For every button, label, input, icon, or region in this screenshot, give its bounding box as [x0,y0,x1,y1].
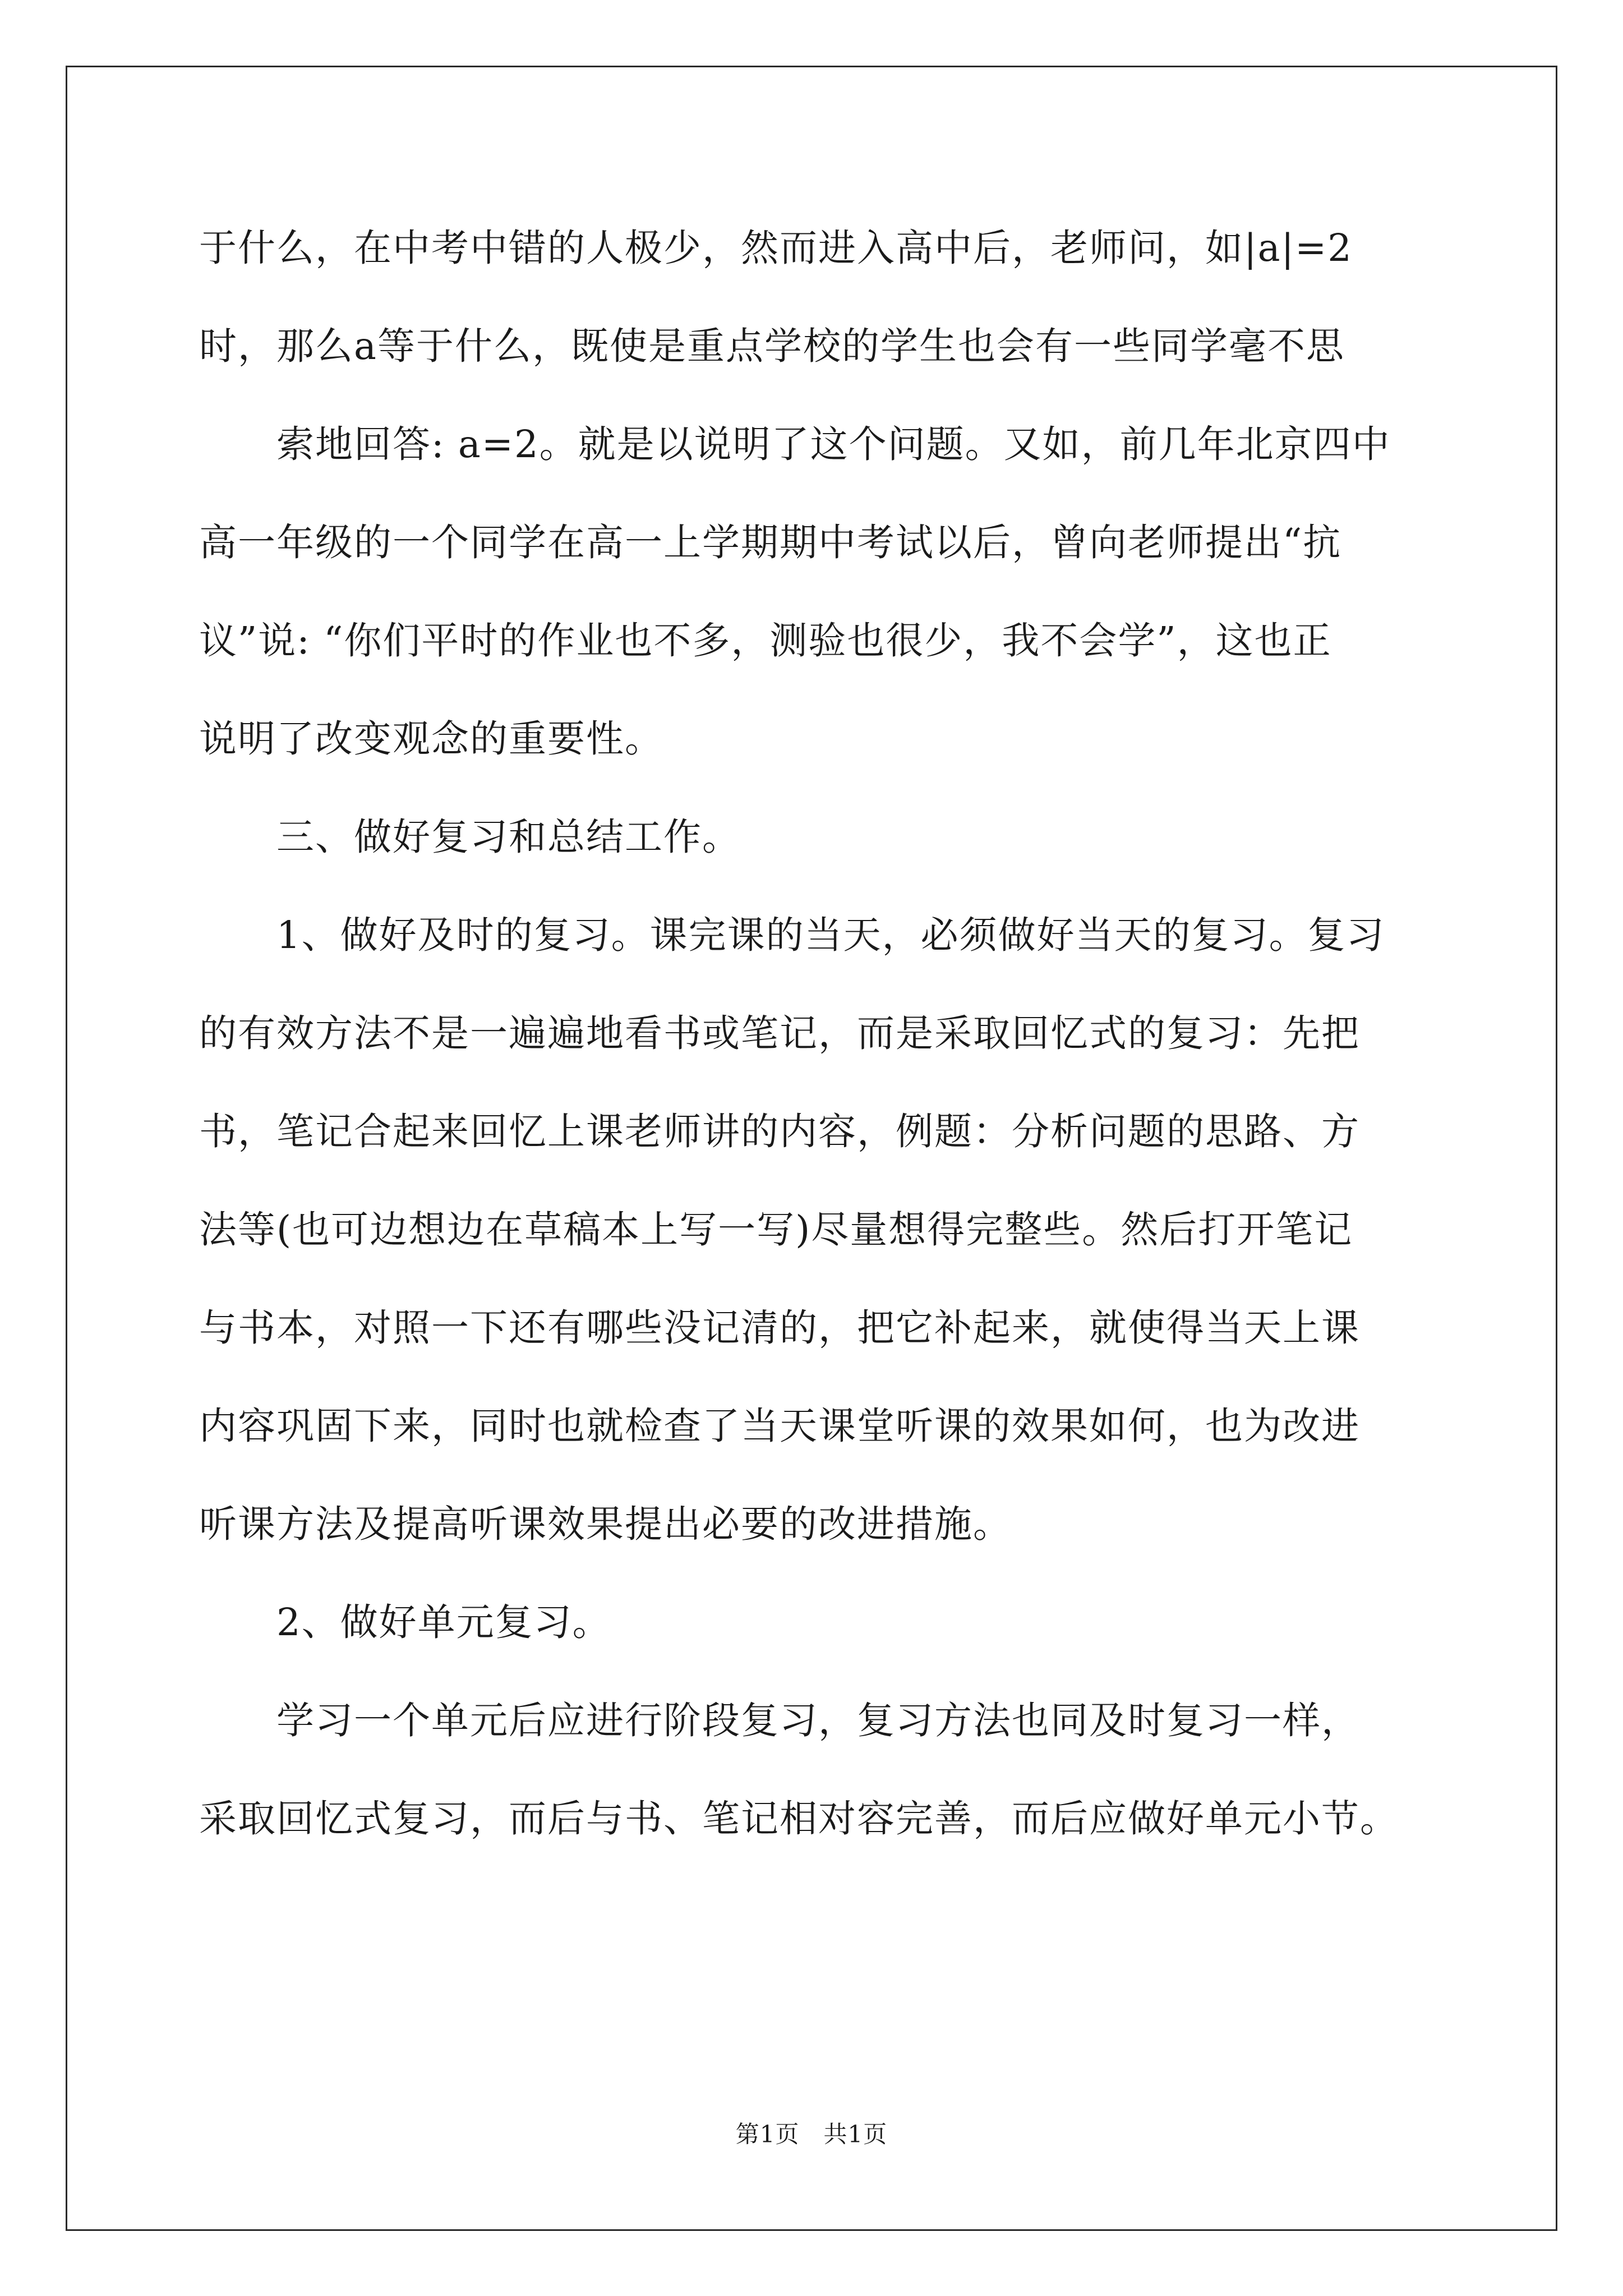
text-line-14: 听课方法及提高听课效果提出必要的改进措施。 [199,1502,1012,1546]
text-line-13: 内容巩固下来，同时也就检查了当天课堂听课的效果如何，也为改进 [199,1404,1360,1448]
text-line-4: 高一年级的一个同学在高一上学期期中考试以后，曾向老师提出“抗 [199,521,1342,564]
text-line-17: 采取回忆式复习，而后与书、笔记相对容完善，而后应做好单元小节。 [199,1797,1399,1841]
section-heading: 三、做好复习和总结工作。 [199,815,741,859]
text-line-16: 学习一个单元后应进行阶段复习，复习方法也同及时复习一样， [199,1699,1360,1742]
text-line-5: 议”说: “你们平时的作业也不多，测验也很少，我不会学”，这也正 [199,619,1332,662]
text-line-11: 法等(也可边想边在草稿本上写一写)尽量想得完整些。然后打开笔记 [199,1208,1353,1251]
text-line-6: 说明了改变观念的重要性。 [199,717,663,761]
text-line-1: 于什么，在中考中错的人极少，然而进入高中后，老师问，如|a|=2 [199,226,1353,270]
text-line-9: 的有效方法不是一遍遍地看书或笔记，而是采取回忆式的复习：先把 [199,1011,1360,1055]
text-line-12: 与书本，对照一下还有哪些没记清的，把它补起来，就使得当天上课 [199,1306,1360,1350]
text-line-8: 1、做好及时的复习。课完课的当天，必须做好当天的复习。复习 [199,913,1385,957]
subsection-heading: 2、做好单元复习。 [199,1600,611,1644]
page-footer: 第1页 共1页 [735,2120,888,2148]
text-line-3: 索地回答: a=2。就是以说明了这个问题。又如，前几年北京四中 [199,422,1391,466]
text-line-2: 时，那么a等于什么，既使是重点学校的学生也会有一些同学毫不思 [199,324,1345,368]
text-line-10: 书，笔记合起来回忆上课老师讲的内容，例题：分析问题的思路、方 [199,1110,1360,1153]
